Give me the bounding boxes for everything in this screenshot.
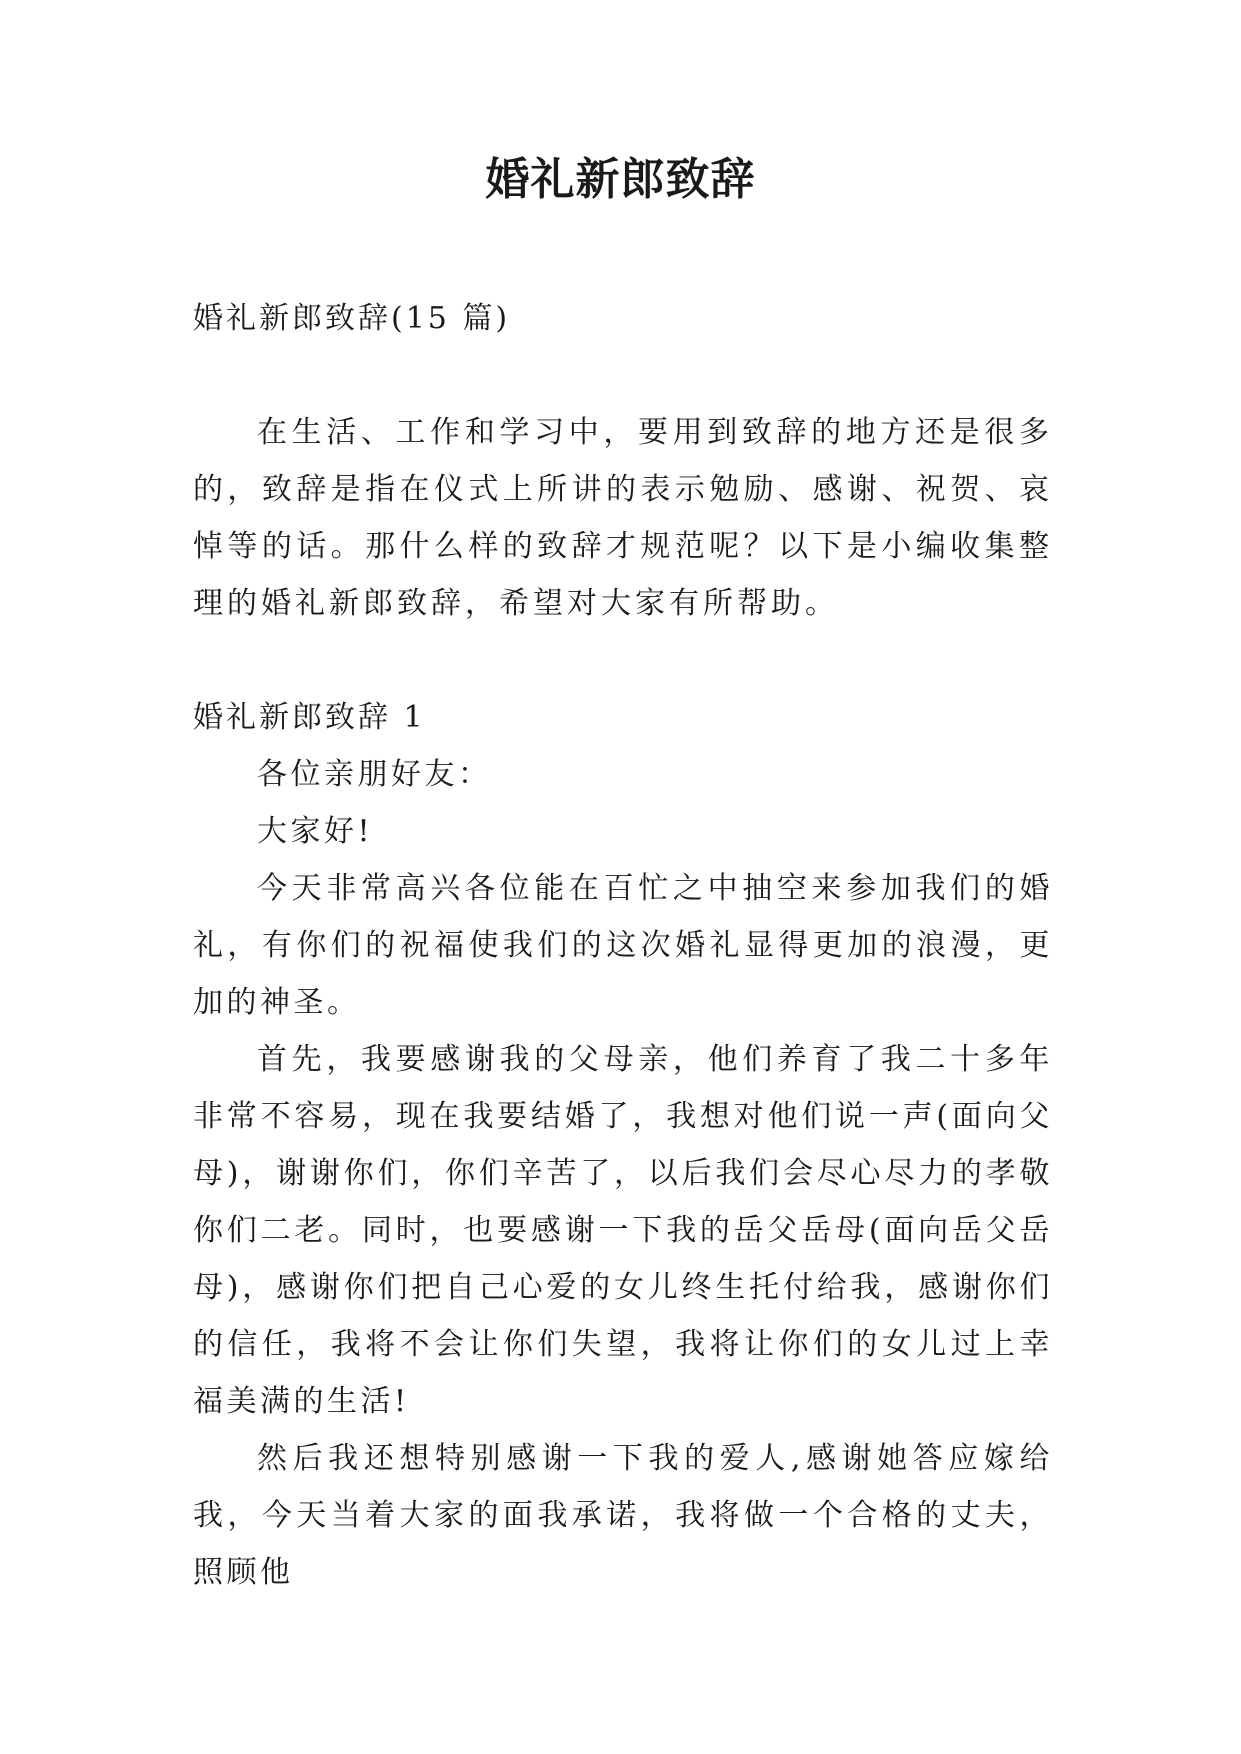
body-paragraph: 今天非常高兴各位能在百忙之中抽空来参加我们的婚礼，有你们的祝福使我们的这次婚礼显得更加的浪漫，更加的神圣。 [193,871,1053,1020]
hello-paragraph: 大家好! [257,814,374,849]
document-title: 婚礼新郎致辞 [485,154,756,205]
document-body [193,290,1053,1601]
intro-paragraph: 在生活、工作和学习中，要用到致辞的地方还是很多的，致辞是指在仪式上所讲的表示勉励、感谢、祝贺、哀悼等的话。那什么样的致辞才规范呢？以下是小编收集整理的婚礼新郎致辞，希望对大家有所帮助。 [193,415,1053,621]
body-paragraph: 首先，我要感谢我的父母亲，他们养育了我二十多年非常不容易，现在我要结婚了，我想对他们说一声(面向父母)，谢谢你们，你们辛苦了，以后我们会尽心尽力的孝敬你们二老。同时，也要感谢一下我的岳父岳母(面向岳父岳母)，感谢你们把自己心爱的女儿终生托付给我，感谢你们的信任，我将不会让你们失望，我将让你们的女儿过上幸福美满的生活! [193,1042,1053,1419]
body-paragraph: 然后我还想特别感谢一下我的爱人,感谢她答应嫁给我，今天当着大家的面我承诺，我将做一个合格的丈夫，照顾他 [193,1441,1053,1590]
section-heading: 婚礼新郎致辞 1 [193,700,426,735]
document-subtitle: 婚礼新郎致辞(15 篇) [193,301,511,336]
greeting-paragraph: 各位亲朋好友： [257,757,492,792]
